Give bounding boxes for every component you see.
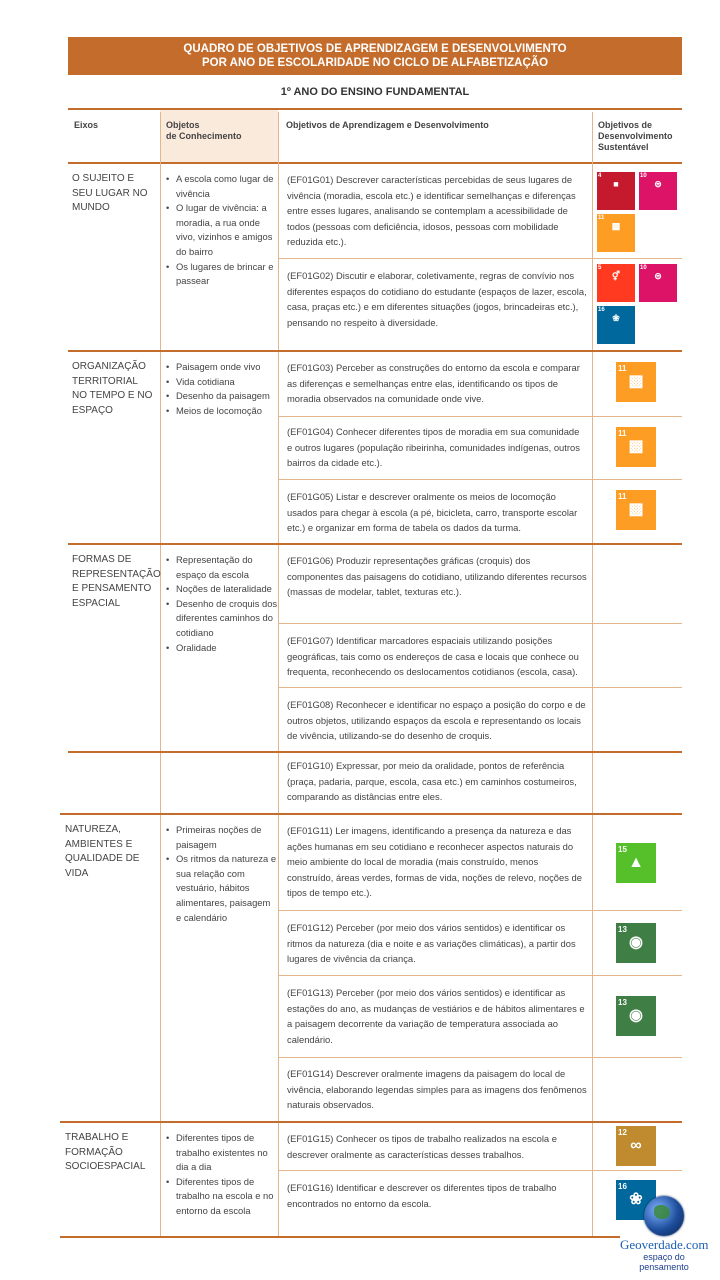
ods-number: 13 [618, 925, 627, 934]
header-ods-line-1: Objetivos de [598, 120, 653, 130]
table-subtitle: 1º ANO DO ENSINO FUNDAMENTAL [280, 86, 470, 98]
col-line-2 [278, 112, 279, 1236]
row-rule [278, 479, 682, 480]
eixo-line: FORMAS DE [72, 554, 132, 565]
eixo-natureza-ambientes [65, 823, 139, 881]
header-objetos-line-2: de Conhecimento [166, 131, 242, 141]
objetivo-ef01g10: (EF01G10) Expressar, por meio da oralidade, pontos de referência (praça, padaria, parque, escola, casa etc.) em caminhos costumeiros, comparando as distâncias entre eles. [287, 760, 577, 803]
objeto-item: • Oralidade [176, 641, 278, 656]
eixo-line: ESPACIAL [72, 597, 121, 609]
table-title [68, 37, 682, 75]
eixo-line: NATUREZA, [65, 824, 121, 835]
objeto-item: • Diferentes tipos de trabalho existentes no dia a dia [176, 1131, 278, 1175]
ods-number: 11 [618, 429, 627, 438]
ods-number: 16 [598, 307, 605, 313]
objetivo-ef01g07: (EF01G07) Identificar marcadores espaciais utilizando posições geográficas, tais como os endereços de casa e locais que conhece ou frequenta, reconhecendo os deslocamentos cotidianos (escola, casa). [287, 635, 579, 678]
ods-12-responsible-consumption-icon: 12 ∞ [616, 1126, 656, 1166]
title-line-1: QUADRO DE OBJETIVOS DE APRENDIZAGEM E DESENVOLVIMENTO [183, 43, 567, 55]
col-line-3 [592, 112, 593, 1236]
eixo-line: REPRESENTAÇÃO [72, 568, 161, 580]
objetivo-ef01g04: (EF01G04) Conhecer diferentes tipos de moradia em sua comunidade e outros lugares (população ribeirinha, comunidades indígenas, outros bairros da cidade etc.). [287, 426, 580, 469]
eixo-line: SEU LUGAR NO [72, 187, 148, 199]
eixo-line: QUALIDADE DE [65, 853, 140, 864]
ods-10-reduced-inequalities-icon: 10 ⊜ [639, 264, 677, 302]
objetos-list-4 [164, 823, 278, 925]
row-rule [278, 687, 682, 688]
objeto-item: • Primeiras noções de paisagem [176, 823, 278, 852]
objetivo-ef01g02: (EF01G02) Discutir e elaborar, coletivamente, regras de convívio nos diferentes espaços do cotidiano do estudante (espaços de lazer, escola, casa, praças etc.) e em diferentes situações (jogos, brincadeiras etc.), pensando no respeito à diversidade. [287, 270, 587, 328]
objeto-item: • Diferentes tipos de trabalho na escola e no entorno da escola [176, 1175, 278, 1219]
objetos-list-3 [164, 553, 278, 655]
row-rule [278, 975, 682, 976]
section-rule [68, 350, 682, 352]
eixo-formas-representacao [72, 553, 161, 611]
header-ods-line-2: Desenvolvimento [598, 131, 673, 141]
objetos-list-2 [164, 360, 278, 418]
eixo-line: SOCIOESPACIAL [65, 1161, 146, 1172]
ods-13-climate-action-icon: 13 ◉ [616, 996, 656, 1036]
logo-name: Geoverdade.com [620, 1237, 709, 1252]
objeto-item: • Desenho de croquis dos diferentes caminhos do cotidiano [176, 597, 278, 641]
ods-11-sustainable-cities-icon: 11 ▩ [616, 490, 656, 530]
eixo-line: O SUJEITO E [72, 173, 135, 184]
eixo-line: TRABALHO E [65, 1132, 129, 1143]
objeto-item: • Desenho da paisagem [176, 389, 278, 404]
row-rule [278, 623, 682, 624]
geoverdade-logo[interactable] [620, 1196, 708, 1272]
header-ods-line-3: Sustentável [598, 142, 649, 152]
title-line-2: POR ANO DE ESCOLARIDADE NO CICLO DE ALFABETIZAÇÃO [201, 57, 549, 69]
row-rule [278, 1057, 682, 1058]
ods-number: 5 [598, 265, 602, 271]
objetivo-ef01g12: (EF01G12) Perceber (por meio dos vários sentidos) e identificar os ritmos da natureza (dia e noite e as variações climáticas), a partir dos lugares de vivência da criança. [287, 922, 576, 965]
eixo-line: VIDA [65, 867, 89, 879]
header-objetos-line-1: Objetos [166, 120, 200, 130]
objeto-item: • O lugar de vivência: a moradia, a rua onde vivo, vizinhos e amigos do bairro [176, 201, 278, 259]
table-bottom-rule [60, 1236, 620, 1238]
objeto-item: • Representação do espaço da escola [176, 553, 278, 582]
ods-number: 15 [618, 845, 627, 854]
ods-16-peace-justice-icon: 16 ❀ [597, 306, 635, 344]
objetivo-ef01g15: (EF01G15) Conhecer os tipos de trabalho realizados na escola e descrever oralmente as características desses trabalhos. [287, 1133, 557, 1160]
objeto-item: • Noções de lateralidade [176, 582, 278, 597]
objetivo-ef01g06: (EF01G06) Produzir representações gráficas (croquis) dos componentes das paisagens do cotidiano, utilizando diferentes recursos (massas de modelar, tablet, texturas etc.). [287, 555, 587, 598]
col-line-1 [160, 112, 161, 1236]
ods-16-peace-justice-icon: 16 ❀ [616, 1180, 656, 1220]
section-rule [68, 751, 682, 753]
eixo-line: E PENSAMENTO [72, 583, 152, 594]
ods-number: 10 [640, 173, 647, 179]
objetivo-ef01g08: (EF01G08) Reconhecer e identificar no espaço a posição do corpo e de outros objetos, utilizando espaços da escola e representando os locais de vivência, utilizando-se do desenho de croquis. [287, 699, 586, 742]
ods-number: 4 [598, 173, 602, 179]
objetivo-ef01g11: (EF01G11) Ler imagens, identificando a presença da natureza e das ações humanas em seu cotidiano e reconhecer aspectos naturais do meio ambiente do local de moradia (mais construído, menos construído, áreas verdes, formas de vida, noções de relevo, noções de tipos de tempo etc.). [287, 825, 582, 899]
ods-number: 12 [618, 1128, 627, 1137]
objeto-item: • A escola como lugar de vivência [176, 172, 278, 201]
objetivo-ef01g01: (EF01G01) Descrever características percebidas de seus lugares de vivência (moradia, escola etc.) e identificar semelhanças e diferenças entre esses lugares, analisando se contemplam a acessibilidade de todos (pessoas com deficiência, idosos, pessoas com mobilidade reduzida etc.). [287, 174, 576, 248]
objeto-item: • Os lugares de brincar e passear [176, 260, 278, 289]
row-rule [278, 416, 682, 417]
objetos-list-5 [164, 1131, 278, 1219]
header-ods [592, 112, 684, 162]
eixo-line: MUNDO [72, 202, 110, 213]
ods-11-sustainable-cities-icon: 11 ▩ [616, 362, 656, 402]
ods-13-climate-action-icon: 13 ◉ [616, 923, 656, 963]
section-rule [60, 1121, 682, 1123]
row-rule [278, 1170, 682, 1171]
eixo-line: FORMAÇÃO [65, 1146, 123, 1158]
eixo-line: AMBIENTES E [65, 838, 133, 850]
header-objetos [160, 112, 278, 162]
ods-number: 11 [618, 492, 627, 501]
header-eixos [68, 112, 160, 162]
ods-number: 10 [640, 265, 647, 271]
eixo-line: TERRITORIAL [72, 375, 138, 387]
header-eixos-label: Eixos [74, 120, 99, 130]
ods-15-life-on-land-icon: 15 ▲ [616, 843, 656, 883]
objetivo-ef01g13: (EF01G13) Perceber (por meio dos vários sentidos) e identificar as estações do ano, as mudanças de vestiários e de hábitos alimentares e a paisagem decorrente da variação de temperatura associada ao calendário. [287, 987, 585, 1045]
globe-icon [644, 1196, 684, 1236]
row-rule [278, 910, 682, 911]
header-objetivos [280, 112, 590, 162]
objetivo-ef01g14: (EF01G14) Descrever oralmente imagens da paisagem do local de vivência, elaborando legendas simples para as imagens dos fenômenos naturais observados. [287, 1068, 587, 1111]
eixo-line: ORGANIZAÇÃO [72, 361, 146, 372]
objetivo-ef01g05: (EF01G05) Listar e descrever oralmente os meios de locomoção usados para chegar à escola (a pé, bicicleta, carro, transporte escolar etc.) e organizar em forma de tabela os dados da turma. [287, 491, 578, 534]
header-objetivos-label: Objetivos de Aprendizagem e Desenvolvimento [286, 120, 489, 130]
ods-11-sustainable-cities-icon: 11 ▩ [616, 427, 656, 467]
ods-11-sustainable-cities-icon: 11 ▩ [597, 214, 635, 252]
ods-10-reduced-inequalities-icon: 10 ⊜ [639, 172, 677, 210]
eixo-sujeito-lugar [72, 172, 148, 216]
eixo-organizacao-territorial [72, 360, 152, 418]
section-rule [60, 813, 682, 815]
objetivo-ef01g16: (EF01G16) Identificar e descrever os diferentes tipos de trabalho encontrados no entorno da escola. [287, 1182, 557, 1209]
objetivo-ef01g03: (EF01G03) Perceber as construções do entorno da escola e comparar as diferenças e semelhanças entre elas, identificando os tipos de moradia observados na comunidade onde vive. [287, 362, 580, 405]
ods-4-education-icon: 4 ■ [597, 172, 635, 210]
objeto-item: • Meios de locomoção [176, 404, 278, 419]
ods-number: 11 [598, 215, 605, 221]
ods-number: 16 [618, 1182, 627, 1191]
objeto-item: • Vida cotidiana [176, 375, 278, 390]
eixo-line: NO TEMPO E NO [72, 390, 153, 401]
eixo-line: ESPAÇO [72, 404, 113, 416]
ods-5-gender-equality-icon: 5 ⚥ [597, 264, 635, 302]
eixo-trabalho-formacao [65, 1131, 145, 1175]
logo-tagline: espaço do pensamento [639, 1252, 689, 1272]
objetos-list-1 [164, 172, 278, 289]
section-rule [68, 543, 682, 545]
objeto-item: • Paisagem onde vivo [176, 360, 278, 375]
ods-number: 11 [618, 364, 627, 373]
ods-number: 13 [618, 998, 627, 1007]
objeto-item: • Os ritmos da natureza e sua relação com vestuário, hábitos alimentares, paisagem e calendário [176, 852, 278, 925]
row-rule [278, 258, 682, 259]
